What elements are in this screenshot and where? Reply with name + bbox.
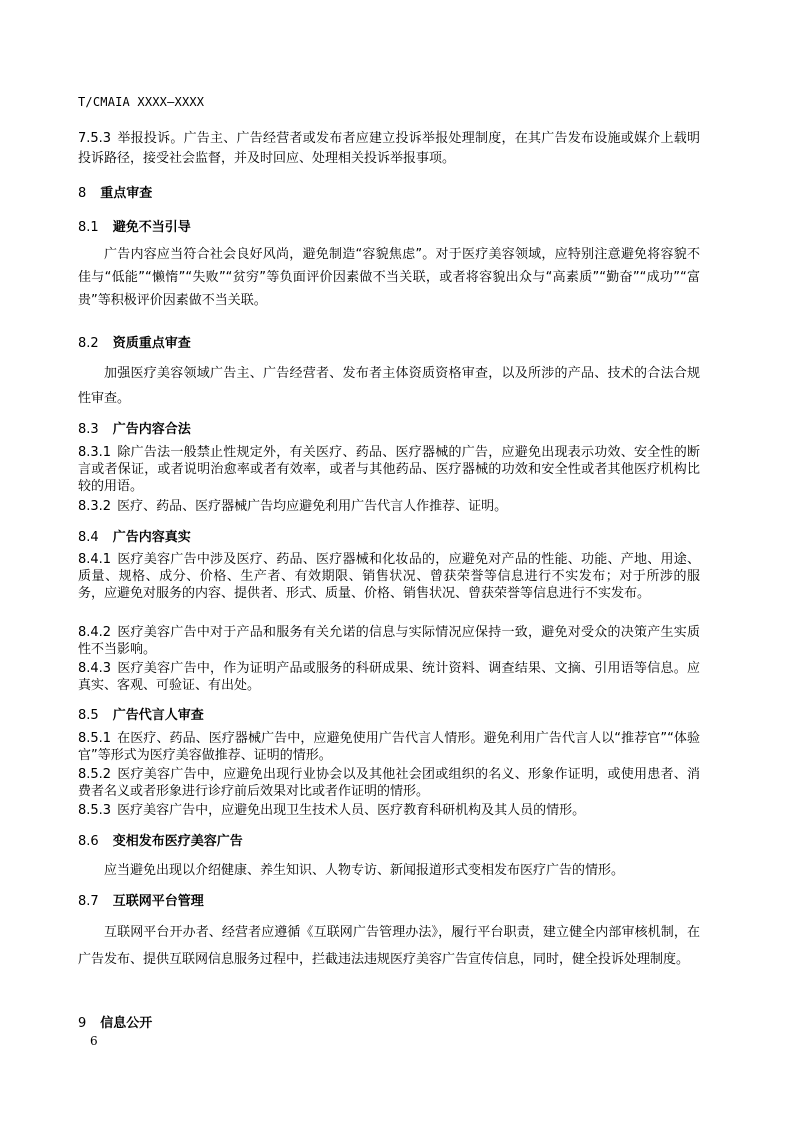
clause-text: 医疗、药品、医疗器械广告均应避免利用广告代言人作推荐、证明。 [117,499,508,514]
section-title: 互联网平台管理 [112,894,204,909]
clause-text: 在医疗、药品、医疗器械广告中，应避免使用广告代言人情形。避免利用广告代言人以“推荐官”“体验官”等形式为医疗美容做推荐、证明的情形。 [78,731,700,763]
clause-text: 举报投诉。广告主、广告经营者或发布者应建立投诉举报处理制度，在其广告发布设施或媒介上载明投诉路径，接受社会监督，并及时回应、处理相关投诉举报事项。 [78,131,700,166]
section-8-1-paragraph: 广告内容应当符合社会良好风尚，避免制造“容貌焦虑”。对于医疗美容领域，应特别注意避免将容貌不佳与“低能”“懒惰”“失败”“贫穷”等负面评价因素做不当关联，或者将容貌出众与“高素质”“勤奋”“成功”“富贵”等积极评价因素做不当关联。 [78,247,700,308]
document-code: T/CMAIA XXXX—XXXX [78,95,205,109]
clause-8-5-3 [78,802,700,819]
clause-text: 医疗美容广告中涉及医疗、药品、医疗器械和化妆品的，应避免对产品的性能、功能、产地、用途、质量、规格、成分、价格、生产者、有效期限、销售状况、曾获荣誉等信息进行不实发布；对于所涉的服务，应避免对服务的内容、提供者、形式、质量、价格、销售状况、曾获荣誉等信息进行不实发布。 [78,552,700,601]
clause-number: 8.5.2 [78,767,112,782]
section-title: 资质重点审查 [112,336,191,351]
clause-number: 7.5.3 [78,131,112,146]
section-8-3-heading [78,418,700,437]
clause-8-4-3 [78,660,700,694]
clause-8-4-2 [78,624,700,658]
section-8-6-heading [78,830,700,849]
section-8-2-paragraph: 加强医疗美容领域广告主、广告经营者、发布者主体资质资格审查，以及所涉的产品、技术的合法合规性审查。 [78,366,700,406]
clause-text: 医疗美容广告中，作为证明产品或服务的科研成果、统计资料、调查结果、文摘、引用语等信息。应真实、客观、可验证、有出处。 [78,661,700,693]
section-number: 8.6 [78,834,99,849]
clause-text: 除广告法一般禁止性规定外，有关医疗、药品、医疗器械的广告，应避免出现表示功效、安全性的断言或者保证，或者说明治愈率或者有效率，或者与其他药品、医疗器械的功效和安全性或者其他医疗机构比较的用语。 [78,445,700,494]
clause-number: 8.4.3 [78,661,112,676]
clause-text: 医疗美容广告中对于产品和服务有关允诺的信息与实际情况应保持一致，避免对受众的决策产生实质性不当影响。 [78,625,700,657]
page-number: 6 [90,1034,98,1048]
section-8-heading [78,182,700,201]
clause-8-3-1 [78,444,700,495]
clause-number: 8.3.2 [78,499,112,514]
section-8-7-paragraph: 互联网平台开办者、经营者应遵循《互联网广告管理办法》，履行平台职责，建立健全内部审核机制，在广告发布、提供互联网信息服务过程中，拦截违法违规医疗美容广告宣传信息，同时，健全投诉处理制度。 [78,925,700,967]
clause-8-4-1 [78,551,700,602]
section-title: 广告内容真实 [112,530,191,545]
clause-text: 医疗美容广告中，应避免出现卫生技术人员、医疗教育科研机构及其人员的情形。 [117,803,586,818]
section-8-4-heading [78,526,700,545]
section-number: 8.1 [78,220,99,235]
section-number: 9 [78,1016,87,1031]
clause-number: 8.5.3 [78,803,112,818]
clause-8-3-2 [78,498,700,515]
section-number: 8.4 [78,530,99,545]
clause-8-5-1 [78,730,700,764]
section-8-5-heading [78,704,700,723]
section-8-1-heading [78,216,700,235]
section-number: 8.7 [78,894,99,909]
section-number: 8.2 [78,336,99,351]
section-9-heading [78,1012,700,1031]
clause-7-5-3 [78,129,700,169]
clause-8-5-2 [78,766,700,800]
section-number: 8.5 [78,708,99,723]
clause-number: 8.3.1 [78,445,112,460]
section-title: 避免不当引导 [112,220,191,235]
clause-number: 8.5.1 [78,731,112,746]
section-8-2-heading [78,332,700,351]
section-title: 变相发布医疗美容广告 [112,834,243,849]
section-title: 广告内容合法 [112,422,191,437]
section-8-6-paragraph: 应当避免出现以介绍健康、养生知识、人物专访、新闻报道形式变相发布医疗广告的情形。 [104,863,625,878]
section-title: 广告代言人审查 [112,708,204,723]
section-title: 重点审查 [100,186,153,201]
section-title: 信息公开 [100,1016,153,1031]
clause-text: 医疗美容广告中，应避免出现行业协会以及其他社会团或组织的名义、形象作证明，或使用患者、消费者名义或者形象进行诊疗前后效果对比或者作证明的情形。 [78,767,700,799]
section-number: 8.3 [78,422,99,437]
section-number: 8 [78,186,87,201]
clause-number: 8.4.2 [78,625,112,640]
section-8-7-heading [78,890,700,909]
clause-number: 8.4.1 [78,552,112,567]
